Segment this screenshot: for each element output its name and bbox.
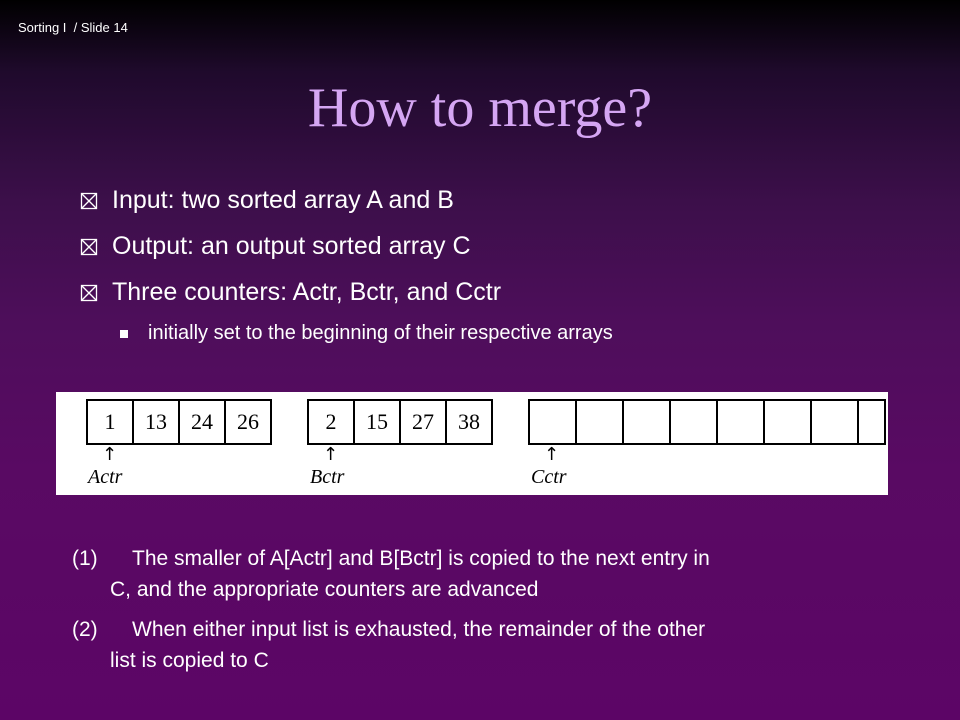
array-b-cell: 2 [307,399,355,445]
array-b-cell: 38 [445,399,493,445]
step-number: (1) [72,547,98,570]
bctr-arrow-icon: ↑ [323,444,339,465]
cctr-label: Cctr [531,466,567,488]
step-text-continued: list is copied to C [110,649,269,672]
bullet-text: Output: an output sorted array C [112,232,471,260]
bullet-input [80,186,454,215]
step-text: The smaller of A[Actr] and B[Bctr] is copied to the next entry in [132,547,710,570]
array-c-cell [528,399,577,445]
bullet-output [80,232,471,261]
asterisk-bullet-icon [80,238,98,256]
asterisk-bullet-icon [80,284,98,302]
array-b-cell: 15 [353,399,401,445]
array-c-cell [622,399,671,445]
array-c-cell [763,399,812,445]
step-number: (2) [72,618,98,641]
array-c-cell [810,399,859,445]
array-b-cell: 27 [399,399,447,445]
array-a-cell: 13 [132,399,180,445]
array-c-cell [669,399,718,445]
asterisk-bullet-icon [80,192,98,210]
bullet-text: Input: two sorted array A and B [112,186,454,214]
step-text: When either input list is exhausted, the remainder of the other [132,618,706,641]
cctr-arrow-icon: ↑ [544,444,560,465]
bullet-text: Three counters: Actr, Bctr, and Cctr [112,278,502,306]
sub-bullet-text: initially set to the beginning of their respective arrays [148,322,613,344]
actr-label: Actr [88,466,123,488]
square-bullet-icon [120,330,128,338]
array-c-cell [857,399,886,445]
array-a-cell: 24 [178,399,226,445]
array-a-cell: 26 [224,399,272,445]
step-2 [72,614,882,676]
bctr-label: Bctr [310,466,345,488]
actr-arrow-icon: ↑ [102,444,118,465]
step-1 [72,543,882,605]
array-a-cell: 1 [86,399,134,445]
slide-title: How to merge? [307,77,653,139]
slide-number-label: Sorting I / Slide 14 [18,20,128,35]
array-c-cell [716,399,765,445]
merge-arrays-figure [56,392,888,495]
step-text-continued: C, and the appropriate counters are advanced [110,578,539,601]
array-c-cell [575,399,624,445]
sub-bullet-initially [120,322,613,345]
bullet-counters [80,278,501,307]
